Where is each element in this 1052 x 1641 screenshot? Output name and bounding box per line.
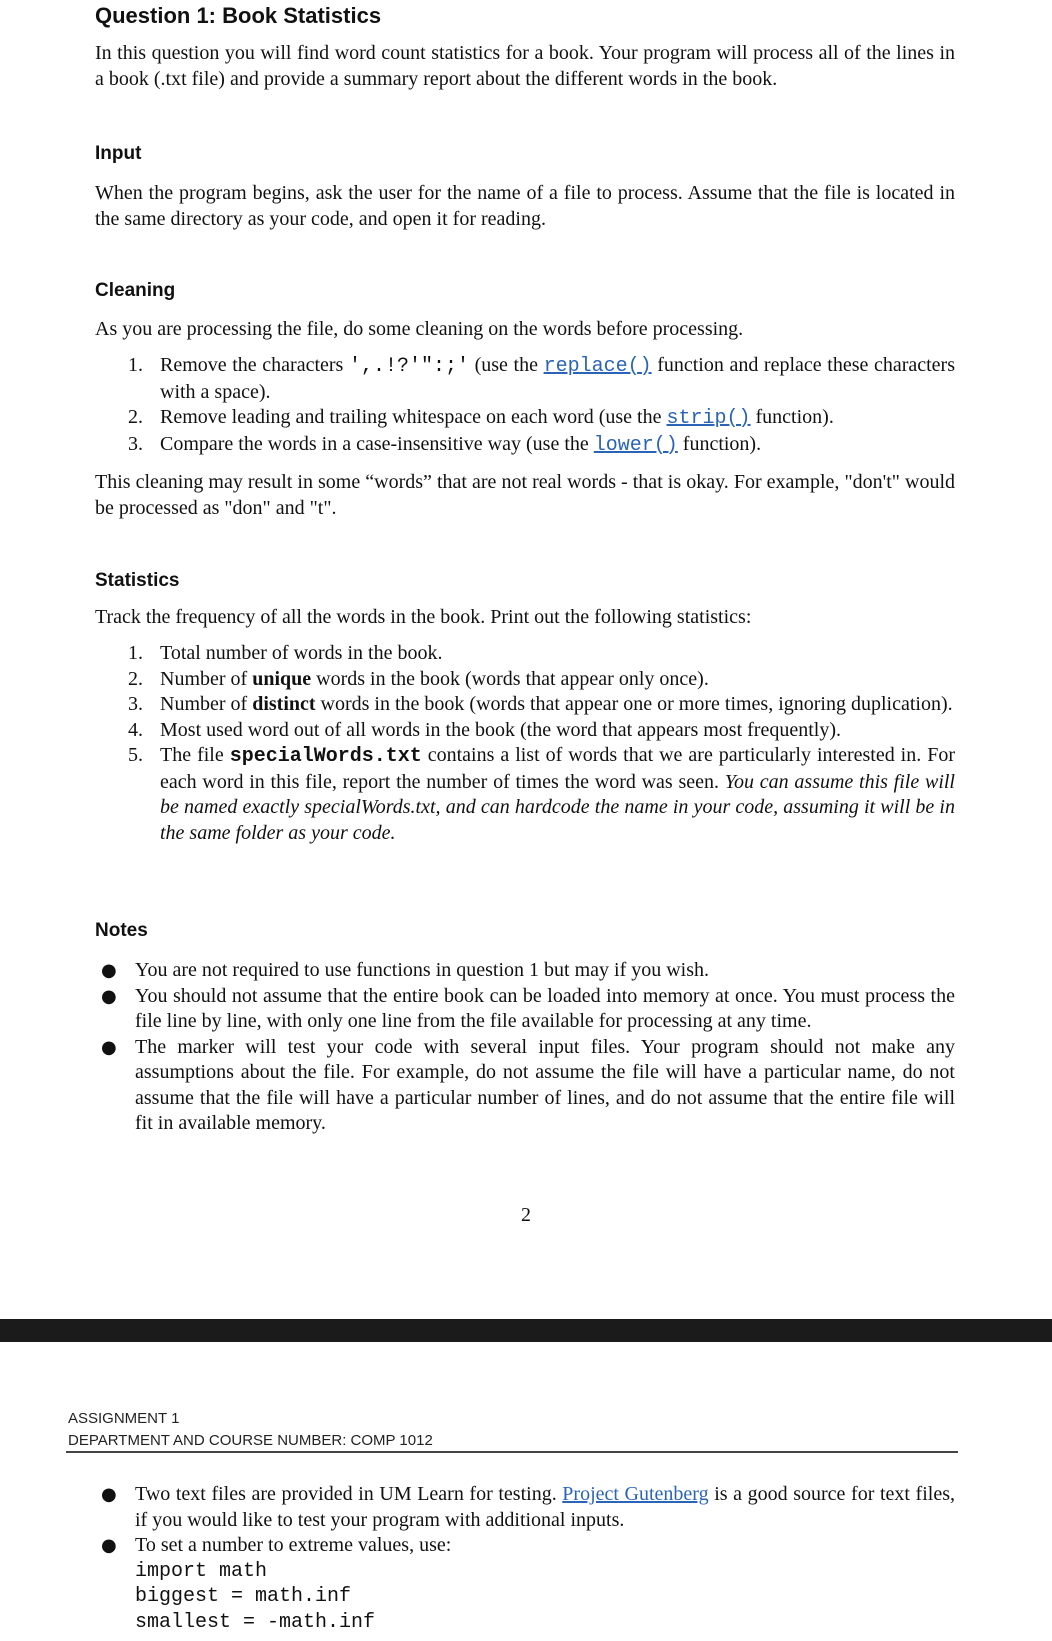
list-item: 4. Most used word out of all words in the book (the word that appears most frequently). bbox=[128, 718, 841, 741]
list-item: ● Two text files are provided in UM Learn for testing. Project Gutenberg is a good source for text files, if you would like to test your program with additional inputs. bbox=[101, 1483, 955, 1531]
list-item: 2. Remove leading and trailing whitespace on each word (use the strip() function). bbox=[128, 406, 834, 430]
page-number: 2 bbox=[521, 1204, 531, 1226]
statistics-heading: Statistics bbox=[95, 570, 180, 591]
list-item: 3. Number of distinct words in the book (words that appear one or more times, ignoring duplication). bbox=[128, 693, 953, 715]
bullet-icon: ● bbox=[101, 960, 117, 981]
list-item: 2. Number of unique words in the book (words that appear only once). bbox=[128, 667, 709, 690]
footer-assignment: ASSIGNMENT 1 bbox=[68, 1410, 180, 1427]
statistics-lead: Track the frequency of all the words in the book. Print out the following statistics: bbox=[95, 606, 752, 628]
list-item: ● You should not assume that the entire book can be loaded into memory at once. You must process the file line by line, with only one line from the file available for processing at any time. bbox=[101, 984, 955, 1032]
lower-link[interactable]: lower() bbox=[593, 433, 678, 457]
statistics-list bbox=[95, 641, 955, 846]
special-words-filename: specialWords.txt bbox=[229, 745, 422, 768]
page3-list bbox=[95, 1482, 955, 1635]
replace-link[interactable]: replace() bbox=[543, 355, 652, 378]
input-heading: Input bbox=[95, 143, 142, 164]
notes-list bbox=[95, 958, 955, 1137]
list-item: ● You are not required to use functions in question 1 but may if you wish. bbox=[95, 958, 955, 984]
list-item: ● To set a number to extreme values, use: import math biggest = math.inf smallest = -math.inf bbox=[95, 1533, 955, 1635]
list-item: 1. Total number of words in the book. bbox=[128, 642, 443, 664]
input-paragraph: When the program begins, ask the user for the name of a file to process. Assume that the file is located in the same directory as your code, and open it for reading. bbox=[95, 182, 955, 230]
cleaning-lead: As you are processing the file, do some cleaning on the words before processing. bbox=[95, 318, 744, 340]
cleaning-list bbox=[95, 353, 955, 458]
bullet-icon: ● bbox=[101, 1535, 117, 1556]
bullet-icon: ● bbox=[101, 985, 117, 1007]
page-separator-bar bbox=[0, 1319, 1052, 1342]
cleaning-note: This cleaning may result in some “words” that are not real words - that is okay. For example, "don't" would be processed as "don" and "t". bbox=[95, 471, 955, 519]
code-line: import math bbox=[135, 1559, 268, 1583]
question-title: Question 1: Book Statistics bbox=[95, 3, 382, 28]
code-line: biggest = math.inf bbox=[135, 1585, 352, 1608]
project-gutenberg-link[interactable]: Project Gutenberg bbox=[562, 1483, 709, 1505]
intro-paragraph: In this question you will find word count statistics for a book. Your program will process all of the lines in a book (.txt file) and provide a summary report about the different words in the book. bbox=[95, 42, 955, 90]
bullet-icon: ● bbox=[101, 1036, 117, 1058]
bullet-icon: ● bbox=[101, 1484, 117, 1505]
cleaning-heading: Cleaning bbox=[95, 280, 176, 301]
footer-rule bbox=[66, 1451, 958, 1453]
list-item: ● The marker will test your code with several input files. Your program should not make any assumptions about the file. For example, do not assume the file will have a particular name, do not assume that the file will have a particular number of lines, and do not assume that the entire file will fit in available memory. bbox=[101, 1035, 955, 1134]
list-item: 5. The file specialWords.txt contains a list of words that we are particularly interested in. For each word in this file, report the number of times the word was seen. You can assume this file will be named exactly specialWords.txt, and can hardcode the name in your code, assuming it will be in the same folder as your code. bbox=[128, 744, 955, 844]
strip-link[interactable]: strip() bbox=[666, 407, 751, 430]
list-item: 3. Compare the words in a case-insensitive way (use the lower() function). bbox=[128, 432, 762, 457]
removed-characters-code: ',.!?'":;' bbox=[348, 355, 469, 378]
notes-heading: Notes bbox=[95, 920, 148, 941]
footer-course: DEPARTMENT AND COURSE NUMBER: COMP 1012 bbox=[68, 1432, 433, 1449]
code-line: smallest = -math.inf bbox=[135, 1610, 376, 1634]
list-item: 1. Remove the characters ',.!?'":;' (use the replace() function and replace these characters with a space). bbox=[128, 354, 956, 403]
